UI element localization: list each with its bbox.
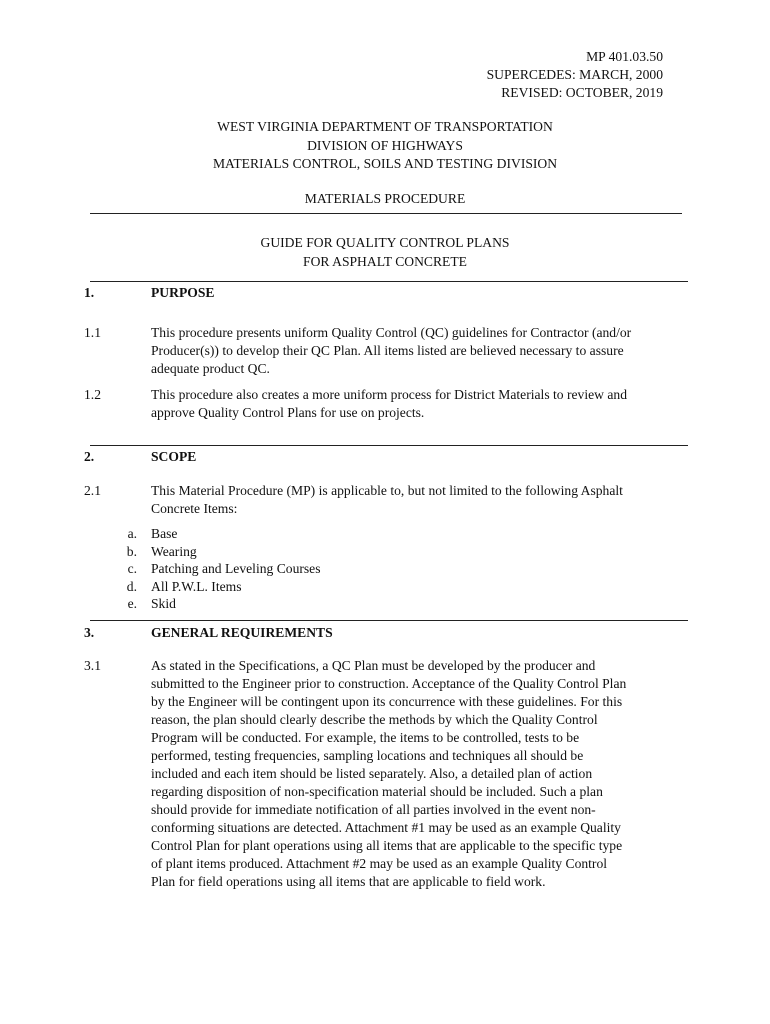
text-line: Program will be conducted. For example, the items to be controlled, tests to be [151,730,580,745]
paragraph-number: 1.1 [84,325,101,340]
list-marker: d. [126,578,137,594]
list-item [125,543,525,561]
document-title [0,234,770,271]
list-text: Skid [151,596,176,611]
paragraph-text [151,482,691,518]
paragraph-number: 3.1 [84,658,101,673]
text-line: Plan for field operations using all items that are applicable to field work. [151,874,546,889]
revised-date: REVISED: OCTOBER, 2019 [501,85,663,100]
list-text: All P.W.L. Items [151,578,242,594]
agency-line-1: WEST VIRGINIA DEPARTMENT OF TRANSPORTATION [217,119,553,134]
agency-line-3: MATERIALS CONTROL, SOILS AND TESTING DIVISION [212,156,558,171]
text-line: included and each item should be listed separately. Also, a detailed plan of action [151,766,593,781]
list-text: Base [151,526,178,541]
text-line: This procedure also creates a more uniform process for District Materials to review and [151,387,627,402]
text-line: reason, the plan should clearly describe the methods by which the Quality Control [151,712,598,727]
list-item [125,595,525,613]
header-divider [90,213,682,214]
procedure-type: MATERIALS PROCEDURE [304,191,466,206]
section-divider [90,445,688,446]
text-line: This procedure presents uniform Quality Control (QC) guidelines for Contractor (and/or [151,325,632,340]
section-number: 1. [84,285,95,300]
text-line: This Material Procedure (MP) is applicable to, but not limited to the following Asphalt [151,483,623,498]
section-number: 3. [84,625,95,640]
list-text: Wearing [151,543,197,559]
section-title: PURPOSE [151,285,215,300]
list-marker: a. [127,526,137,541]
list-item [125,560,525,578]
text-line: should provide for immediate notification of all parties involved in the event non- [151,802,596,817]
section-number: 2. [84,449,95,464]
title-line-1: GUIDE FOR QUALITY CONTROL PLANS [260,235,510,250]
title-line-2: FOR ASPHALT CONCRETE [303,253,467,269]
text-line: Control Plan for plant operations using all items that are applicable to the specific type [151,838,623,853]
section-divider [90,620,688,621]
text-line: adequate product QC. [151,361,270,376]
paragraph-text [151,324,691,378]
list-marker: b. [126,543,137,559]
text-line: Producer(s)) to develop their QC Plan. All items listed are believed necessary to assure [151,343,624,358]
paragraph-text [151,657,691,891]
section-divider [90,281,688,282]
document-identifier [487,48,663,102]
paragraph-number: 2.1 [84,483,101,498]
text-line: conforming situations are detected. Attachment #1 may be used as an example Quality [151,820,621,835]
text-line: of plant items produced. Attachment #2 may be used as an example Quality Control [151,856,608,871]
doc-number: MP 401.03.50 [586,49,663,64]
text-line: by the Engineer will be contingent upon its concurrence with these guidelines. For this [151,694,623,709]
list-item [125,525,525,543]
section-title: SCOPE [151,449,197,464]
supercedes-date: SUPERCEDES: MARCH, 2000 [486,67,663,82]
paragraph-number: 1.2 [84,387,101,402]
text-line: performed, testing frequencies, sampling locations and techniques all should be [151,748,584,763]
list-text: Patching and Leveling Courses [151,561,321,576]
section-title: GENERAL REQUIREMENTS [151,625,333,640]
list-marker: c. [127,561,137,576]
text-line: approve Quality Control Plans for use on projects. [151,405,425,420]
text-line: As stated in the Specifications, a QC Plan must be developed by the producer and [151,658,596,673]
list-marker: e. [127,596,137,611]
text-line: regarding disposition of non-specification material should be included. Such a plan [151,784,603,799]
list-item [125,578,525,596]
paragraph-text [151,386,691,422]
asphalt-items-list [125,525,525,613]
text-line: submitted to the Engineer prior to construction. Acceptance of the Quality Control Plan [151,676,627,691]
agency-line-2: DIVISION OF HIGHWAYS [307,137,463,153]
text-line: Concrete Items: [151,501,238,516]
agency-heading [0,118,770,174]
